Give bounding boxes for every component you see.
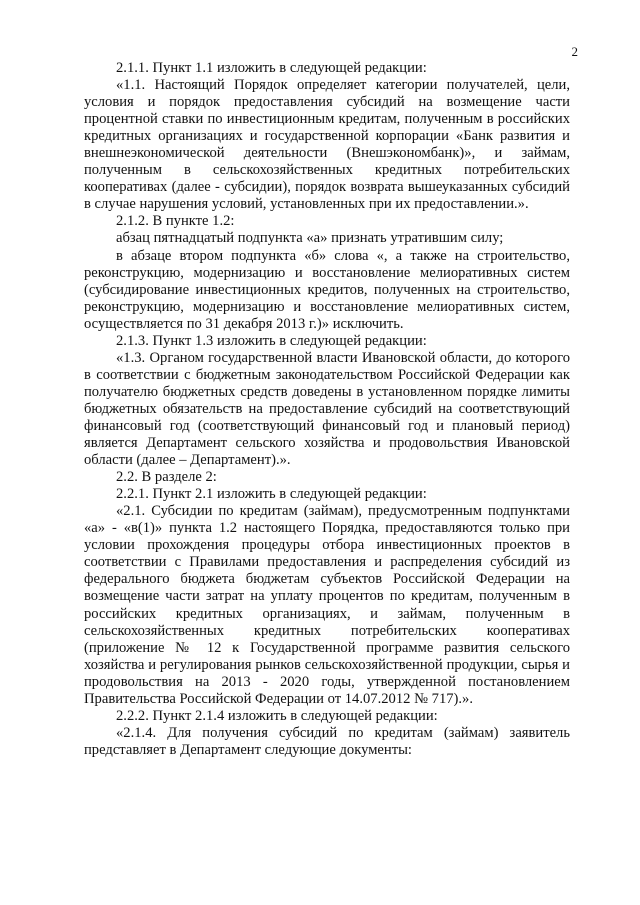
paragraph-abzac-15: абзац пятнадцатый подпункта «а» признать утратившим силу; [116, 230, 504, 247]
paragraph-2-2-1-heading: 2.2.1. Пункт 2.1 изложить в следующей редакции: [116, 486, 427, 503]
paragraph-2-1-3-heading: 2.1.3. Пункт 1.3 изложить в следующей редакции: [116, 332, 427, 349]
document-body [84, 60, 570, 759]
paragraph-2-2-heading: 2.2. В разделе 2: [116, 469, 217, 486]
paragraph-2-1-1-heading: 2.1.1. Пункт 1.1 изложить в следующей редакции: [116, 60, 427, 76]
paragraph-2-1-2-heading: 2.1.2. В пункте 1.2: [116, 213, 235, 230]
paragraph-2-1-text: «2.1. Субсидии по кредитам (займам), предусмотренным подпунктами «а» - «в(1)» пункта 1.2 настоящего Порядка, предоставляются только при условии прохождения процедуры отбора инвестиционных проектов в соответствии с Правилами предоставления и распределения субсидий из федерального бюджета бюджетам субъектов Российской Федерации на возмещение части затрат на уплату процентов по кредитам, полученным в российских кредитных организациях, и займам, полученным в сельскохозяйственных кредитных потребительских кооперативах (приложение № 12 к Государственной программе развития сельского хозяйства и регулирования рынков сельскохозяйственной продукции, сырья и продовольствия на 2013 - 2020 годы, утвержденной постановлением Правительства Российской Федерации от 14.07.2012 № 717).». [84, 503, 570, 707]
paragraph-abzac-2-b: в абзаце втором подпункта «б» слова «, а также на строительство, реконструкцию, модернизацию и восстановление мелиоративных систем (субсидирование инвестиционных кредитов, полученных на строительство, реконструкцию, модернизацию и восстановление мелиоративных систем, осуществляется по 31 декабря 2013 г.)» исключить. [84, 247, 570, 332]
paragraph-2-2-2-heading: 2.2.2. Пункт 2.1.4 изложить в следующей редакции: [116, 707, 438, 724]
page-number: 2 [571, 44, 578, 59]
paragraph-1-3-text: «1.3. Органом государственной власти Ивановской области, до которого в соответствии с бюджетным законодательством Российской Федерации как получателю бюджетных средств доведены в установленном порядке лимиты бюджетных обязательств на предоставление субсидий на соответствующий финансовый год (соответствующий финансовый год и плановый период) является Департамент сельского хозяйства и продовольствия Ивановской области (далее – Департамент).». [84, 349, 570, 469]
paragraph-1-1-text: «1.1. Настоящий Порядок определяет категории получателей, цели, условия и порядок предоставления субсидий на возмещение части процентной ставки по инвестиционным кредитам, полученным в российских кредитных организациях и государственной корпорации «Банк развития и внешнеэкономической деятельности (Внешэкономбанк)», и займам, полученным в сельскохозяйственных кредитных потребительских кооперативах (далее - субсидии), порядок возврата вышеуказанных субсидий в случае нарушения условий, установленных при их предоставлении.». [84, 77, 570, 213]
paragraph-2-1-4-text: «2.1.4. Для получения субсидий по кредитам (займам) заявитель представляет в Департамент следующие документы: [84, 724, 570, 758]
